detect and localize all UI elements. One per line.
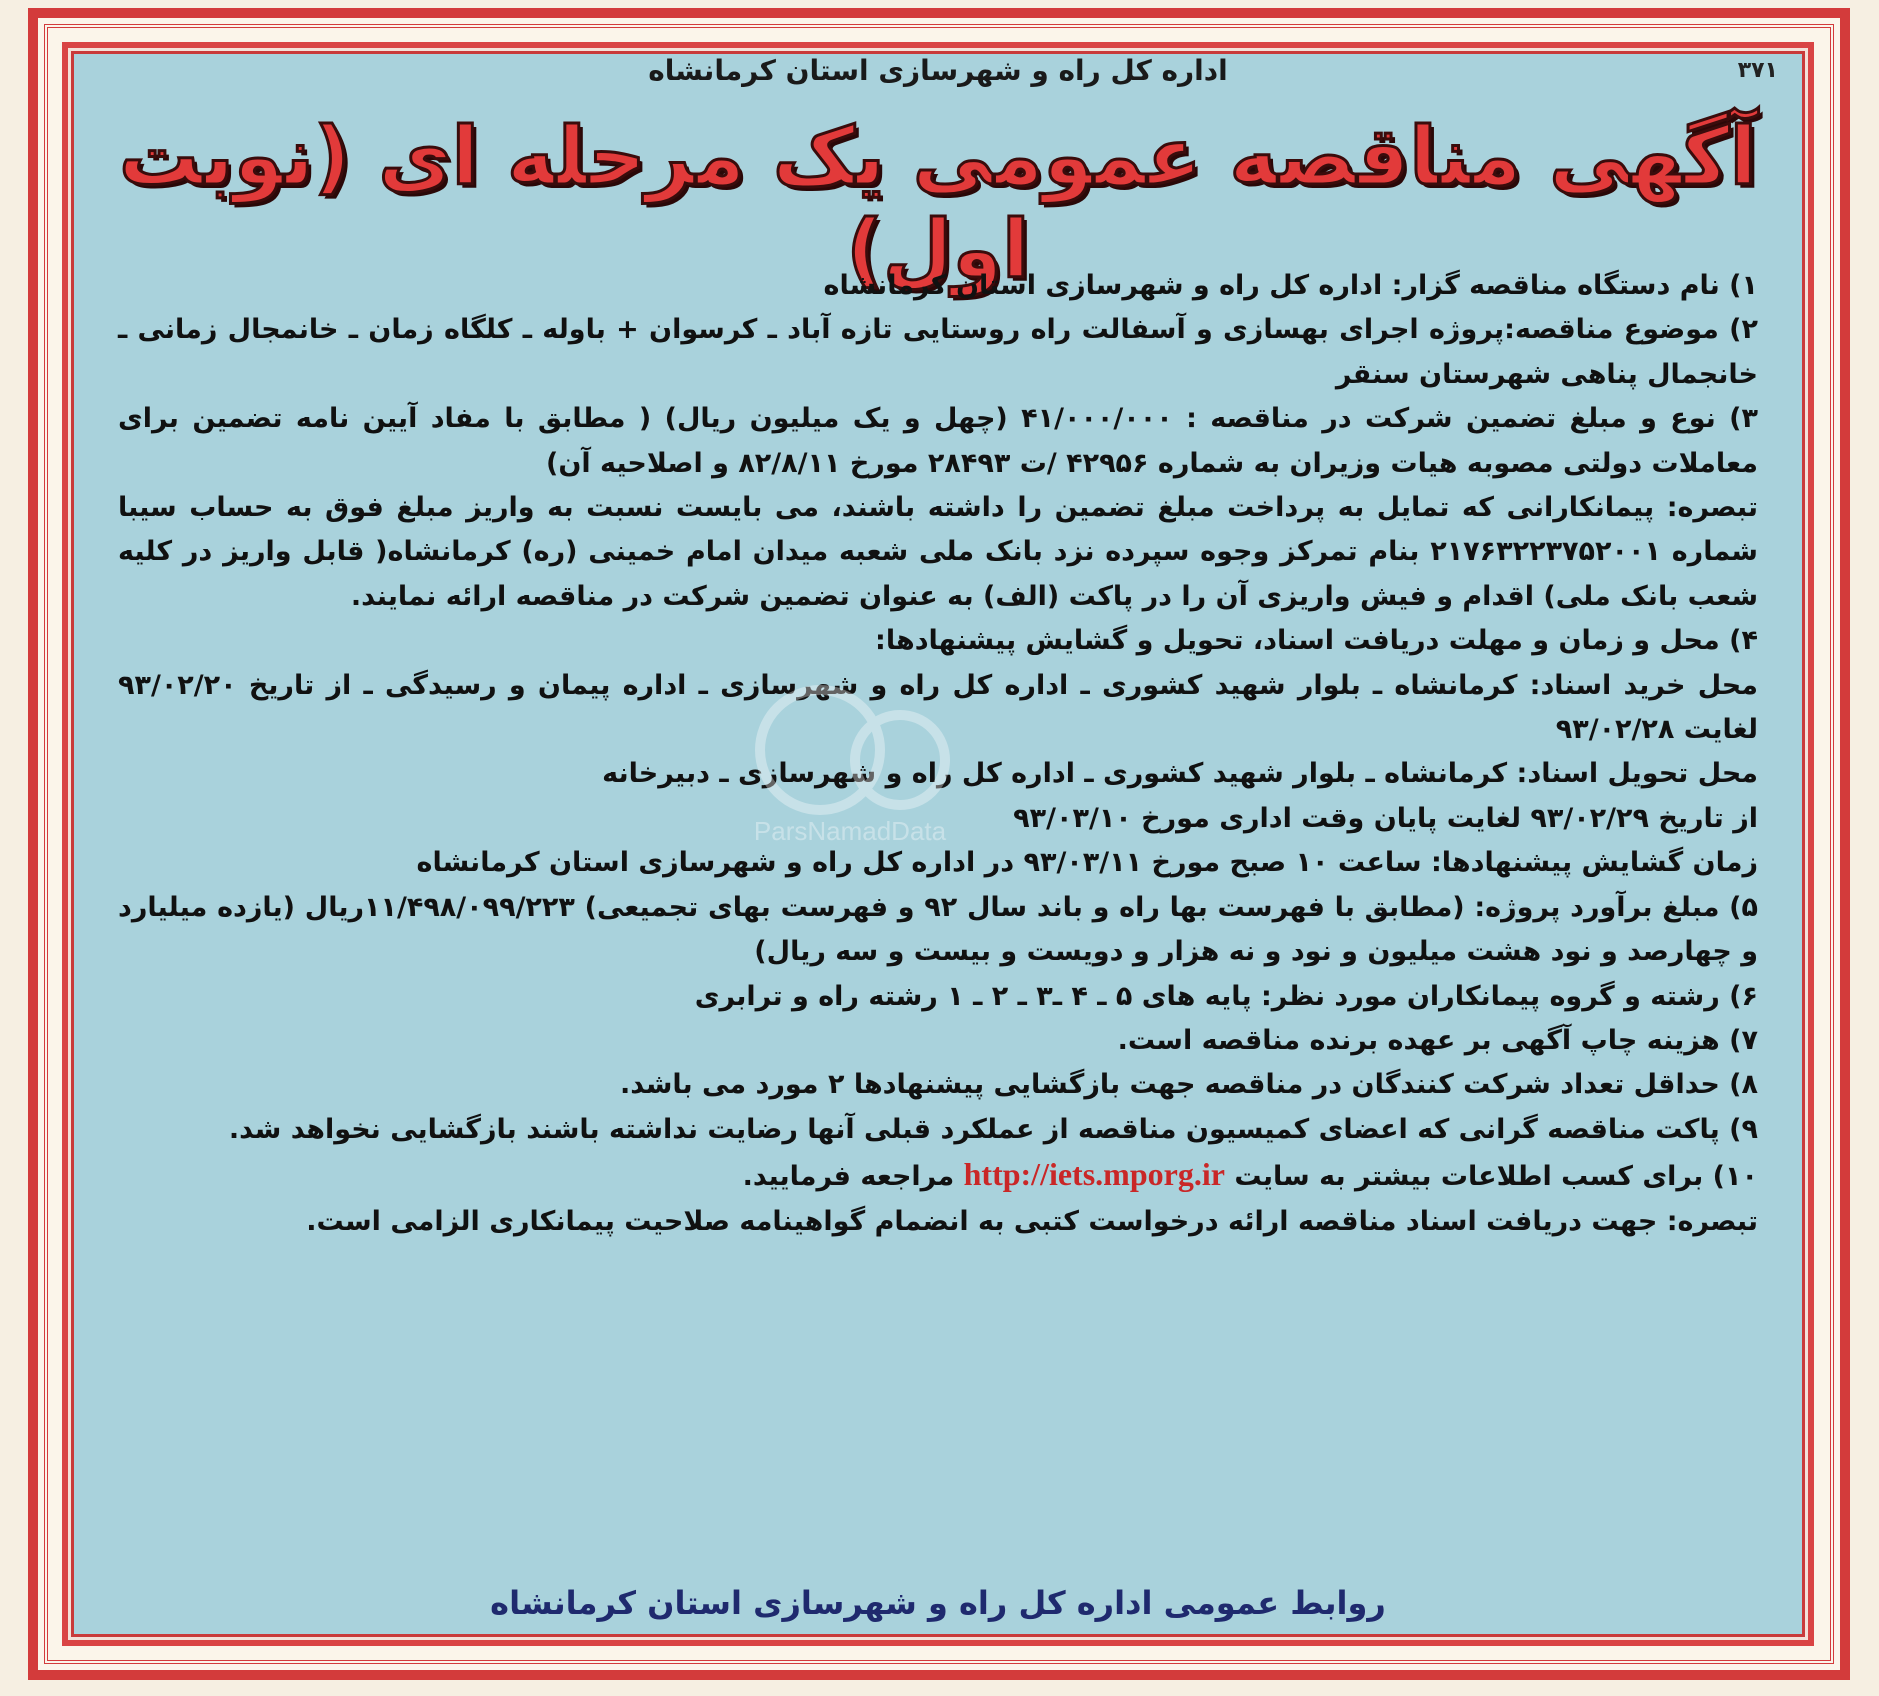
final-note: تبصره: جهت دریافت اسناد مناقصه ارائه درخواست کتبی به انضمام گواهینامه صلاحیت پیمانکاری الزامی است. <box>306 1205 1758 1237</box>
website-link[interactable]: http://iets.mporg.ir <box>963 1156 1225 1193</box>
item-9: ۹) پاکت مناقصه گرانی که اعضای کمیسیون مناقصه از عملکرد قبلی آنها رضایت نداشته باشند بازگشایی نخواهد شد. <box>228 1113 1758 1145</box>
item-10 <box>118 1152 1758 1199</box>
item-4: ۴) محل و زمان و مهلت دریافت اسناد، تحویل و گشایش پیشنهادها: <box>875 625 1758 657</box>
item-4-opening: زمان گشایش پیشنهادها: ساعت ۱۰ صبح مورخ ۹۳/۰۳/۱۱ در اداره کل راه و شهرسازی استان کرمانشاه <box>416 847 1758 879</box>
item-5: ۵) مبلغ برآورد پروژه: (مطابق با فهرست بها راه و باند سال ۹۲ و فهرست بهای تجمیعی) ۱۱/۴۹۸/۰۹۹/۲۲۳ریال (یازده میلیارد و چهارصد و نود هشت میلیون و نود و نه هزار و دویست و بیست و سه ریال) <box>118 891 1758 968</box>
item-3-note: تبصره: پیمانکارانی که تمایل به پرداخت مبلغ تضمین را داشته باشند، می بایست نسبت به واریز مبلغ فوق به حساب سیبا شماره ۲۱۷۶۳۲۲۳۷۵۲۰۰۱ بنام تمرکز وجوه سپرده نزد بانک ملی شعبه میدان امام خمینی (ره) کرمانشاه( قابل واریز در کلیه شعب بانک ملی) اقدام و فیش واریزی آن را در پاکت (الف) به عنوان تضمین شرکت در مناقصه ارائه نمایند. <box>118 492 1758 612</box>
item-10-suffix: مراجعه فرمایید. <box>742 1161 955 1193</box>
item-10-text: ۱۰) برای کسب اطلاعات بیشتر به سایت <box>1234 1161 1758 1193</box>
item-8: ۸) حداقل تعداد شرکت کنندگان در مناقصه جهت بازگشایی پیشنهادها ۲ مورد می باشد. <box>619 1069 1758 1101</box>
page-number: ۳۷۱ <box>1737 58 1778 83</box>
item-2: ۲) موضوع مناقصه:پروژه اجرای بهسازی و آسفالت راه روستایی تازه آباد ـ کرسوان + باوله ـ کلگاه زمان ـ خانمجال زمانی ـ خانجمال پناهی شهرستان سنقر <box>118 314 1758 390</box>
header-agency: اداره کل راه و شهرسازی استان کرمانشاه <box>648 54 1228 87</box>
item-4-delivery-date: از تاریخ ۹۳/۰۲/۲۹ لغایت پایان وقت اداری مورخ ۹۳/۰۳/۱۰ <box>1013 802 1758 834</box>
item-4-delivery: محل تحویل اسناد: کرمانشاه ـ بلوار شهید کشوری ـ اداره کل راه و شهرسازی ـ دبیرخانه <box>602 758 1758 790</box>
notice-body <box>118 264 1758 1244</box>
watermark-text: ParsNamadData <box>753 816 947 846</box>
item-1: ۱) نام دستگاه مناقصه گزار: اداره کل راه و شهرسازی استان کرمانشاه <box>823 270 1758 301</box>
page-title: آگهی مناقصه عمومی یک مرحله ای (نوبت اول) <box>119 110 1757 296</box>
item-3: ۳) نوع و مبلغ تضمین شرکت در مناقصه : ۴۱/۰۰۰/۰۰۰ (چهل و یک میلیون ریال) ( مطابق با مفاد آیین نامه تضمین برای معاملات دولتی مصوبه هیات وزیران به شماره ۴۲۹۵۶ /ت ۲۸۴۹۳ مورخ ۸۲/۸/۱۱ و اصلاحیه آن) <box>118 403 1758 479</box>
item-4-purchase: محل خرید اسناد: کرمانشاه ـ بلوار شهید کشوری ـ اداره کل راه و شهرسازی ـ اداره پیمان و رسیدگی ـ از تاریخ ۹۳/۰۲/۲۰ لغایت ۹۳/۰۲/۲۸ <box>118 669 1758 746</box>
item-6: ۶) رشته و گروه پیمانکاران مورد نظر: پایه های ۵ ـ ۴ ـ۳ ـ ۲ ـ ۱ رشته راه و ترابری <box>694 980 1758 1012</box>
item-7: ۷) هزینه چاپ آگهی بر عهده برنده مناقصه است. <box>1117 1024 1758 1056</box>
notice-panel <box>62 42 1814 1646</box>
footer-signature: روابط عمومی اداره کل راه و شهرسازی استان کرمانشاه <box>490 1584 1386 1622</box>
